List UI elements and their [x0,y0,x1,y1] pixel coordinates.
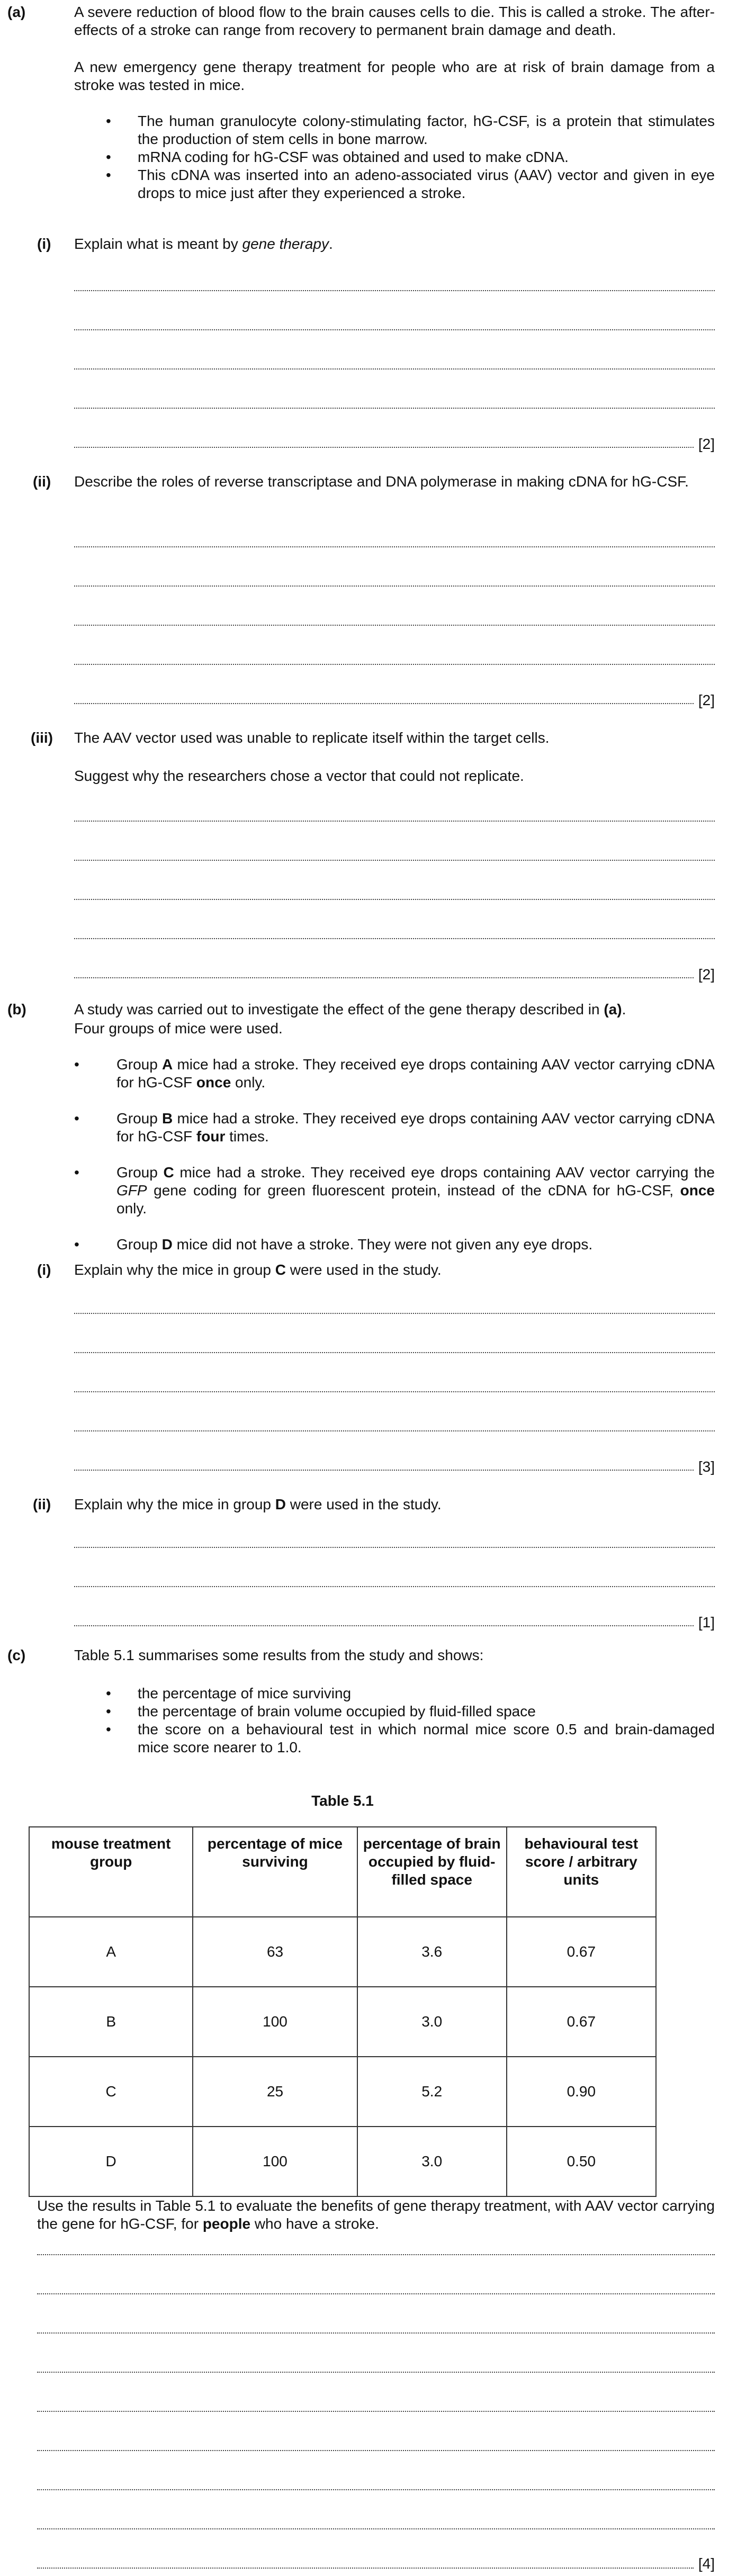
table-cell: D [29,2127,193,2196]
answer-line[interactable] [74,1351,715,1353]
answer-line[interactable] [37,2566,694,2569]
table-cell: 0.90 [507,2057,656,2127]
results-table [29,1826,657,2197]
answer-line[interactable] [74,367,715,370]
table-cell: 5.2 [357,2057,507,2127]
question-a-ii-text: Describe the roles of reverse transcriptase and DNA polymerase in making cDNA for hG-CSF. [74,473,689,490]
answer-line[interactable] [37,2371,715,2373]
part-b-intro-2: Four groups of mice were used. [74,1020,283,1037]
table-cell: C [29,2057,193,2127]
table-cell: 3.0 [357,2127,507,2196]
table-cell: 100 [193,1987,357,2057]
table-cell: 0.67 [507,1987,656,2057]
table-row [29,1917,656,1987]
column-header-behaviour-score: behavioural test score / arbitrary units [507,1827,656,1917]
part-c-question: Use the results in Table 5.1 to evaluate the benefits of gene therapy treatment, with AAV vector carrying the gene for hG-CSF, for people who have a stroke. [37,2197,715,2232]
marks-a-ii: [2] [698,692,715,708]
list-item: • the score on a behavioural test in which normal mice score 0.5 and brain-damaged mice score nearer to 1.0. [106,1721,715,1755]
answer-line[interactable] [74,663,715,665]
answer-line[interactable] [37,2410,715,2412]
table-cell: 25 [193,2057,357,2127]
question-a-i-label: (i) [37,236,51,252]
answer-line[interactable] [74,1624,694,1626]
part-b-label: (b) [7,1001,26,1017]
table-cell: 100 [193,2127,357,2196]
answer-line[interactable] [74,1390,715,1392]
bullet-icon: • [106,1703,111,1719]
bullet-icon: • [74,1236,79,1253]
column-header-group: mouse treatment group [29,1827,193,1917]
table-row [29,1987,656,2057]
table-row [29,2057,656,2127]
answer-line[interactable] [74,1429,715,1431]
part-b-group-list [74,1056,715,1254]
answer-line[interactable] [74,545,715,547]
part-c-bullet-list [106,1685,715,1757]
table-cell: B [29,1987,193,2057]
part-a-intro-2: A new emergency gene therapy treatment for people who are at risk of brain damage from a stroke was tested in mice. [74,59,715,93]
answer-line[interactable] [37,2292,715,2294]
question-a-iii-text-2: Suggest why the researchers chose a vector that could not replicate. [74,768,524,784]
table-header-row [29,1827,656,1917]
answer-line[interactable] [74,976,694,978]
bullet-icon: • [74,1164,79,1181]
bullet-icon: • [74,1056,79,1073]
list-item: • Group C mice had a stroke. They received eye drops containing AAV vector carrying the GFP gene coding for green fluorescent protein, instead of the cDNA for hG-CSF, once only. [74,1164,715,1217]
list-item: • The human granulocyte colony-stimulating factor, hG-CSF, is a protein that stimulates the production of stem cells in bone marrow. [106,113,715,147]
table-cell: 0.67 [507,1917,656,1987]
bullet-icon: • [74,1110,79,1127]
table-cell: A [29,1917,193,1987]
list-item: • This cDNA was inserted into an adeno-associated virus (AAV) vector and given in eye drops to mice just after they experienced a stroke. [106,167,715,201]
marks-a-iii: [2] [698,966,715,983]
table-cell: 63 [193,1917,357,1987]
answer-line[interactable] [37,2527,715,2529]
question-b-i-text: Explain why the mice in group C were used in the study. [74,1262,442,1278]
answer-line[interactable] [74,624,715,626]
question-b-i-label: (i) [37,1262,51,1278]
answer-line[interactable] [37,2449,715,2451]
question-b-ii-label: (ii) [33,1496,51,1512]
bullet-icon: • [106,167,111,183]
answer-line[interactable] [74,1546,715,1548]
part-a-bullet-list [106,112,715,202]
column-header-fluid-space: percentage of brain occupied by fluid-filled space [357,1827,507,1917]
part-b-intro-1: A study was carried out to investigate the effect of the gene therapy described in (a). [74,1001,626,1017]
list-item: • mRNA coding for hG-CSF was obtained and used to make cDNA. [106,149,569,165]
marks-a-i: [2] [698,436,715,452]
table-cell: 0.50 [507,2127,656,2196]
answer-line[interactable] [37,2253,715,2255]
table-cell: 3.0 [357,1987,507,2057]
part-c-label: (c) [7,1647,26,1663]
list-item: • the percentage of brain volume occupied by fluid-filled space [106,1703,536,1719]
question-a-ii-label: (ii) [33,473,51,490]
answer-line[interactable] [74,702,694,704]
answer-line[interactable] [74,407,715,409]
marks-b-ii: [1] [698,1614,715,1631]
answer-line[interactable] [37,2331,715,2334]
part-a-intro-1: A severe reduction of blood flow to the brain causes cells to die. This is called a stroke. The after-effects of a stroke can range from recovery to permanent brain damage and death. [74,4,715,38]
part-c-intro: Table 5.1 summarises some results from the study and shows: [74,1647,484,1663]
part-a-label: (a) [7,4,26,20]
bullet-icon: • [106,149,111,165]
table-row [29,2127,656,2196]
question-a-iii-label: (iii) [31,729,53,746]
answer-line[interactable] [74,1585,715,1587]
answer-line[interactable] [74,898,715,900]
column-header-survival: percentage of mice surviving [193,1827,357,1917]
marks-b-i: [3] [698,1458,715,1475]
answer-line[interactable] [37,2488,715,2490]
list-item: • Group B mice had a stroke. They received eye drops containing AAV vector carrying cDNA for hG-CSF four times. [74,1110,715,1145]
list-item: • Group A mice had a stroke. They received eye drops containing AAV vector carrying cDNA for hG-CSF once only. [74,1056,715,1091]
question-a-iii-text-1: The AAV vector used was unable to replicate itself within the target cells. [74,729,550,746]
table-caption: Table 5.1 [311,1793,374,1809]
question-a-i-text: Explain what is meant by gene therapy. [74,236,333,252]
answer-line[interactable] [74,289,715,291]
answer-line[interactable] [74,1469,694,1471]
question-b-ii-text: Explain why the mice in group D were used in the study. [74,1496,442,1512]
answer-line[interactable] [74,819,715,822]
answer-line[interactable] [74,446,694,448]
list-item: • Group D mice did not have a stroke. They were not given any eye drops. [74,1236,593,1253]
answer-line[interactable] [74,328,715,330]
answer-line[interactable] [74,937,715,939]
answer-line[interactable] [74,859,715,861]
table-cell: 3.6 [357,1917,507,1987]
bullet-icon: • [106,1685,111,1701]
bullet-icon: • [106,113,111,129]
list-item: • the percentage of mice surviving [106,1685,352,1701]
bullet-icon: • [106,1721,111,1737]
answer-line[interactable] [74,584,715,587]
marks-c: [4] [698,2555,715,2572]
answer-line[interactable] [74,1312,715,1314]
